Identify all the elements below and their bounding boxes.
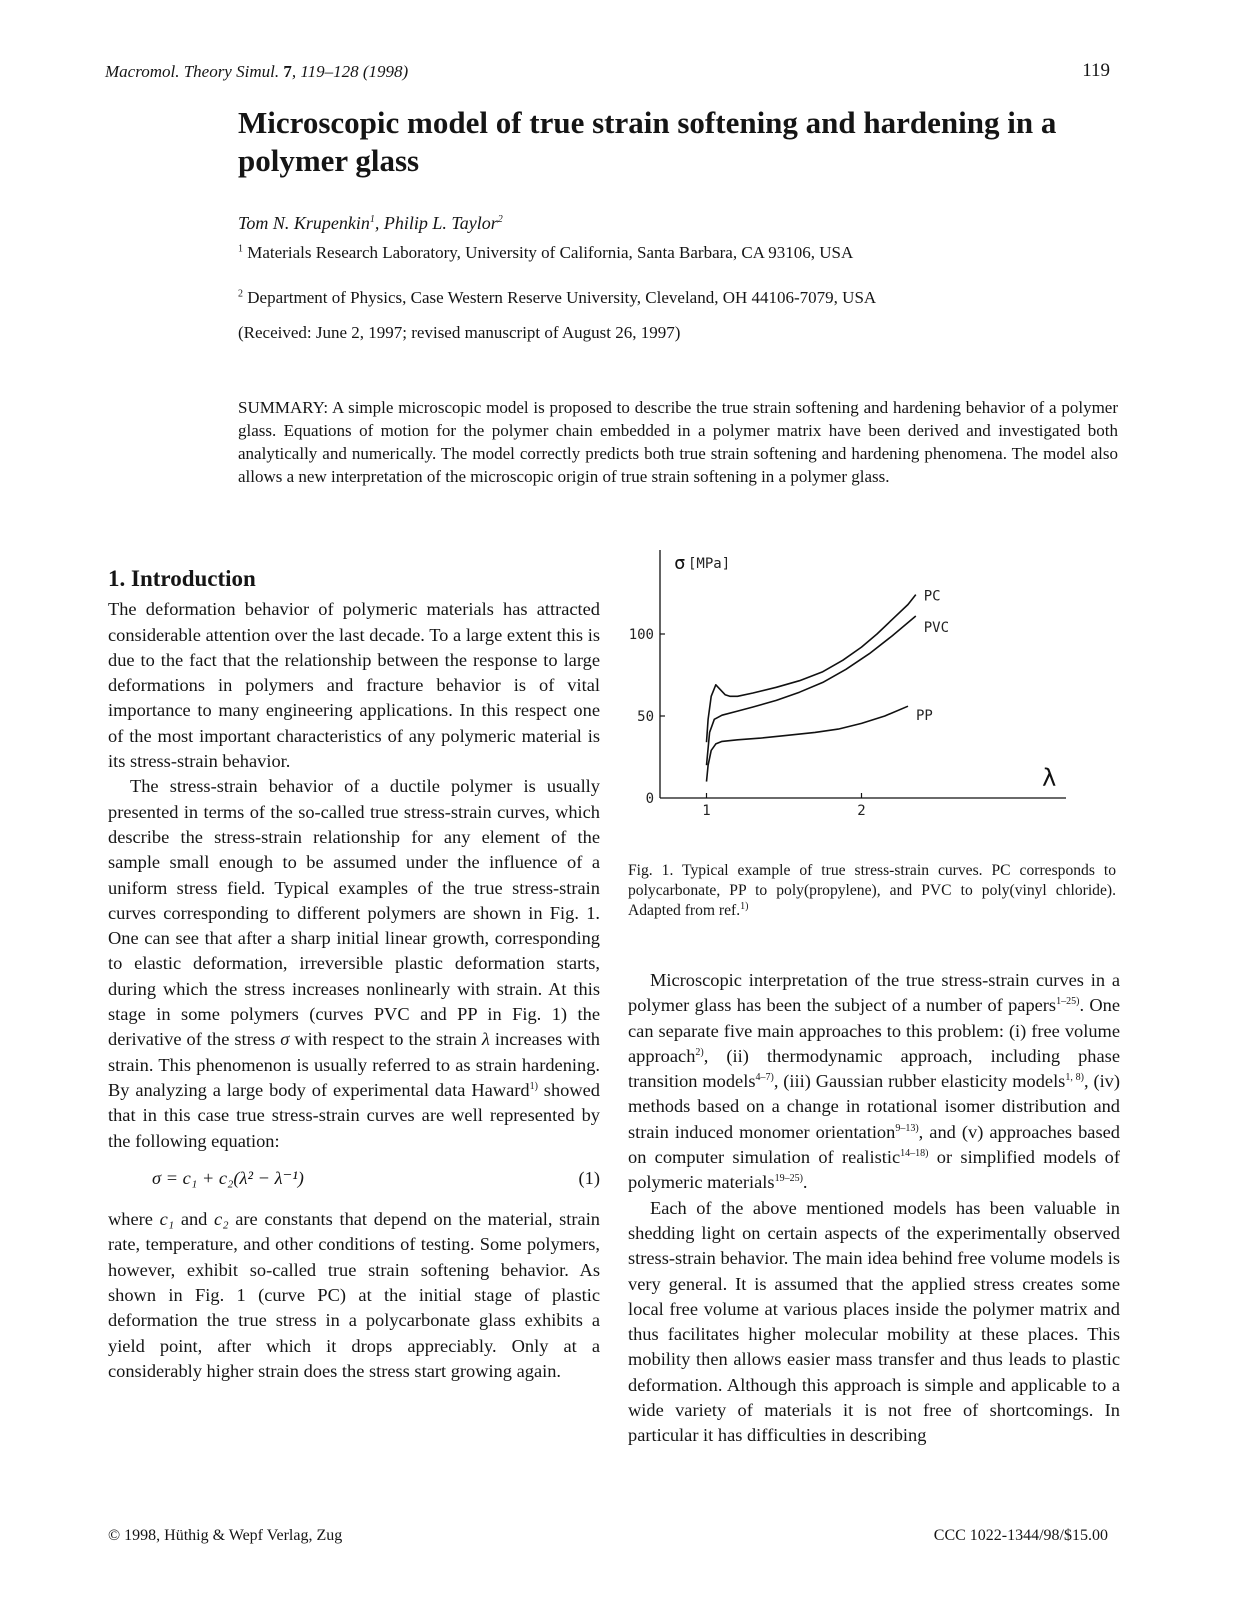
intro-paragraph-1: The deformation behavior of polymeric materials has attracted considerable attention over the last decade. To a large extent this is due to the fact that the relationship between the response to large deformations in polymers and fracture behavior is of vital importance to many engineering applications. In this respect one of the most important characteristics of any polymeric material is its stress-strain behavior. bbox=[108, 599, 600, 772]
series-label-pc: PC bbox=[923, 588, 941, 605]
affiliation-1-number: 1 bbox=[238, 243, 243, 255]
ref-1-8: 1, 8) bbox=[1065, 1072, 1084, 1084]
ref-19-25: 19–25) bbox=[774, 1173, 803, 1185]
journal-volume: 7 bbox=[283, 62, 292, 81]
affiliation-2-text: Department of Physics, Case Western Reserve University, Cleveland, OH 44106-7079, USA bbox=[243, 288, 877, 307]
rp1-f: , and (v) approaches based on computer simulation of realistic bbox=[628, 1121, 1120, 1168]
section-heading: 1. Introduction bbox=[108, 566, 256, 591]
right-paragraph-1 bbox=[628, 968, 1120, 1196]
ref-14-18: 14–18) bbox=[900, 1147, 929, 1159]
chart-series bbox=[707, 595, 916, 782]
author-2-affiliation-mark: 2 bbox=[497, 214, 503, 225]
rp1-g: or simplified models of polymeric materials bbox=[628, 1147, 1121, 1193]
affiliation-1-text: Materials Research Laboratory, University of California, Santa Barbara, CA 93106, USA bbox=[243, 243, 854, 262]
affiliation-1 bbox=[238, 243, 853, 263]
received-dates: (Received: June 2, 1997; revised manuscript of August 26, 1997) bbox=[238, 323, 681, 342]
lambda-symbol: λ bbox=[481, 1029, 490, 1050]
equation-1 bbox=[108, 1166, 600, 1191]
page-number: 119 bbox=[1082, 60, 1110, 81]
author-1: Tom N. Krupenkin bbox=[238, 213, 370, 233]
authors bbox=[238, 213, 503, 234]
left-column bbox=[108, 566, 600, 1384]
c1-symbol: c₁ bbox=[159, 1209, 175, 1230]
affiliation-2 bbox=[238, 288, 876, 308]
rp1-a: Microscopic interpretation of the true stress-strain curves in a polymer glass has been the subject of a number of papers bbox=[628, 970, 1120, 1016]
x-tick-label: 1 bbox=[702, 803, 711, 819]
para3-text-c: are constants that depend on the material, strain rate, temperature, and other conditions of testing. Some polymers, however, exhibit so-called true strain softening behavior. As shown in Fig. 1 (curve PC) at the initial stage of plastic deformation the true stress in a polycarbonate glass exhibits a yield point, after which it drops appreciably. Only at a considerably higher strain does the stress start growing again. bbox=[108, 1209, 601, 1381]
y-axis-unit: [MPa] bbox=[688, 556, 731, 572]
right-paragraph-2: Each of the above mentioned models has been valuable in shedding light on certain aspects of the experimentally observed stress-strain behavior. The main idea behind free volume models is very general. It is assumed that the applied stress creates some local free volume at various places inside the polymer matrix and thus facilitates higher molecular mobility at these places. This mobility then allows easier mass transfer and thus leads to plastic deformation. Although this approach is simple and applicable to a wide variety of materials it is not free of shortcomings. In particular it has difficulties in describing bbox=[628, 1197, 1120, 1446]
para2-text-c: increases with strain. This phenomenon is usually referred to as strain hardening. By analyzing a large body of experimental data Haward bbox=[108, 1029, 600, 1100]
equation-expression: σ = c₁ + c₂(λ² − λ⁻¹) bbox=[152, 1167, 304, 1188]
x-axis-label: λ bbox=[1042, 764, 1057, 792]
author-2: Philip L. Taylor bbox=[383, 213, 498, 233]
ref-2: 2) bbox=[695, 1046, 704, 1058]
y-tick-label: 100 bbox=[628, 627, 654, 643]
caption-text: Fig. 1. Typical example of true stress-strain curves. PC corresponds to polycarbonate, PP to poly(propylene), and PVC to poly(vinyl chloride). Adapted from ref. bbox=[628, 862, 1116, 919]
series-label-pvc: PVC bbox=[923, 619, 950, 636]
ref-4-7: 4–7) bbox=[755, 1072, 774, 1084]
right-column bbox=[628, 968, 1120, 1449]
y-tick-label: 0 bbox=[645, 791, 654, 807]
footer-copyright: © 1998, Hüthig & Wepf Verlag, Zug bbox=[108, 1527, 343, 1544]
rp1-e: , (iv) methods based on a change in rotational isomer distribution and strain induced monomer orientation bbox=[628, 1071, 1121, 1142]
sigma-symbol: σ bbox=[280, 1029, 290, 1050]
ref-haward: 1) bbox=[529, 1080, 538, 1092]
article-title: Microscopic model of true strain softening and hardening in a polymer glass bbox=[238, 105, 1057, 178]
figure-1-caption bbox=[628, 861, 1116, 921]
series-line-pc bbox=[707, 595, 916, 743]
ref-9-13: 9–13) bbox=[895, 1122, 919, 1134]
para3-text-b: and bbox=[174, 1209, 215, 1230]
para2-text-a: The stress-strain behavior of a ductile polymer is usually presented in terms of the so-called true stress-strain curves, which describe the stress-strain relationship for any element of the sample small enough to be assumed under the influence of a uniform stress field. Typical examples of the true stress-strain curves corresponding to different polymers are shown in Fig. 1. One can see that after a sharp initial linear growth, corresponding to elastic deformation, irreversible plastic deformation starts, during which the stress increases nonlinearly with strain. At this stage in some polymers (curves PVC and PP in Fig. 1) the derivative of the stress bbox=[108, 776, 600, 1050]
series-line-pvc bbox=[707, 616, 916, 765]
series-label-pp: PP bbox=[916, 708, 933, 725]
summary-abstract: SUMMARY: A simple microscopic model is proposed to describe the true strain softening and hardening behavior of a polymer glass. Equations of motion for the polymer chain embedded in a polymer matrix have been derived and investigated both analytically and numerically. The model correctly predicts both true strain softening and hardening phenomena. The model also allows a new interpretation of the microscopic origin of true strain softening in a polymer glass. bbox=[238, 398, 1118, 486]
y-tick-label: 50 bbox=[637, 709, 654, 725]
rp1-h: . bbox=[802, 1172, 808, 1193]
footer-code: CCC 1022-1344/98/$15.00 bbox=[933, 1527, 1108, 1544]
x-tick-label: 2 bbox=[857, 803, 866, 819]
para2-text-b: with respect to the strain bbox=[289, 1029, 482, 1050]
para3-text-a: where bbox=[108, 1209, 160, 1230]
chart-axes bbox=[660, 550, 1066, 798]
rp1-d: , (iii) Gaussian rubber elasticity models bbox=[773, 1071, 1066, 1092]
journal-pages-year: , 119–128 (1998) bbox=[291, 62, 409, 81]
equation-number: (1) bbox=[578, 1167, 600, 1188]
ref-1-25: 1–25) bbox=[1056, 996, 1080, 1008]
chart-labels bbox=[629, 552, 1057, 819]
journal-name: Macromol. Theory Simul. bbox=[105, 62, 280, 81]
caption-ref: 1) bbox=[740, 900, 749, 912]
intro-paragraph-2 bbox=[108, 774, 600, 1153]
affiliation-2-number: 2 bbox=[238, 288, 243, 300]
series-line-pp bbox=[707, 706, 909, 781]
author-1-affiliation-mark: 1 bbox=[369, 214, 375, 225]
intro-paragraph-3 bbox=[108, 1207, 600, 1384]
author-separator: , bbox=[374, 213, 384, 233]
y-axis-symbol: σ bbox=[674, 552, 686, 574]
figure-1-chart bbox=[612, 545, 1112, 830]
journal-citation bbox=[105, 62, 408, 82]
para2-text-d: showed that in this case true stress-strain curves are well represented by the following equation: bbox=[108, 1079, 600, 1151]
c2-symbol: c₂ bbox=[214, 1209, 229, 1230]
rp1-c: , (ii) thermodynamic approach, including phase transition models bbox=[628, 1045, 1120, 1092]
rp1-b: . One can separate five main approaches to this problem: (i) free volume approach bbox=[628, 995, 1120, 1066]
